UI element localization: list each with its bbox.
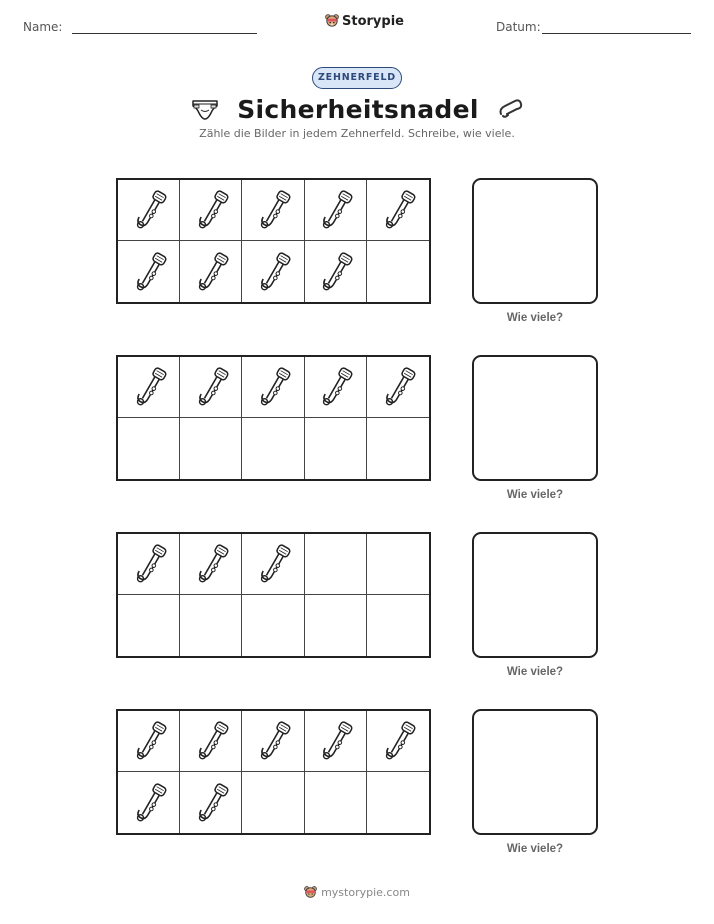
date-label: Datum:	[496, 20, 541, 34]
ten-frame-cell	[242, 241, 304, 302]
ten-frame-cell	[367, 180, 429, 241]
safety-pin-icon	[129, 541, 169, 587]
ten-frame-cell	[367, 595, 429, 656]
answer-box-3[interactable]	[472, 532, 598, 658]
title-row	[0, 92, 714, 126]
safety-pin-icon	[191, 541, 231, 587]
safety-pin-icon	[191, 187, 231, 233]
ten-frame-cell	[305, 595, 367, 656]
answer-box-1[interactable]	[472, 178, 598, 304]
ten-frame-cell	[118, 534, 180, 595]
ten-frame-cell	[180, 711, 242, 772]
footer	[0, 885, 714, 900]
answer-label-3: Wie viele?	[506, 666, 564, 678]
name-label: Name:	[23, 20, 63, 34]
safety-pin-icon	[378, 718, 418, 764]
ten-frame-cell	[242, 711, 304, 772]
ten-frame-cell	[242, 418, 304, 479]
ten-frame-cell	[180, 772, 242, 833]
safety-pin-icon	[191, 718, 231, 764]
safety-pin-icon	[129, 249, 169, 295]
brand-logo	[325, 13, 404, 29]
ten-frame-cell	[242, 772, 304, 833]
ten-frame-cell	[118, 180, 180, 241]
ten-frame-cell	[180, 534, 242, 595]
answer-box-4[interactable]	[472, 709, 598, 835]
ten-frame-cell	[118, 772, 180, 833]
answer-label-1: Wie viele?	[506, 312, 564, 324]
ten-frame-cell	[180, 418, 242, 479]
ten-frame-cell	[242, 534, 304, 595]
ten-frame-cell	[118, 418, 180, 479]
safety-pin-icon	[315, 187, 355, 233]
ten-frame-cell	[118, 241, 180, 302]
safety-pin-icon	[497, 98, 523, 120]
ten-frame-cell	[367, 711, 429, 772]
safety-pin-icon	[129, 187, 169, 233]
ten-frame-cell	[305, 772, 367, 833]
ten-frame-1	[116, 178, 431, 304]
safety-pin-icon	[129, 780, 169, 826]
ten-frame-cell	[242, 595, 304, 656]
safety-pin-icon	[253, 718, 293, 764]
ten-frame-cell	[118, 711, 180, 772]
category-badge: ZEHNERFELD	[312, 67, 402, 89]
diaper-icon	[191, 97, 219, 121]
ten-frame-cell	[305, 711, 367, 772]
safety-pin-icon	[191, 780, 231, 826]
date-line[interactable]	[542, 33, 691, 34]
ten-frame-cell	[305, 241, 367, 302]
ten-frame-cell	[367, 241, 429, 302]
safety-pin-icon	[129, 718, 169, 764]
ten-frame-2	[116, 355, 431, 481]
ten-frame-cell	[305, 180, 367, 241]
ten-frame-cell	[242, 180, 304, 241]
safety-pin-icon	[129, 364, 169, 410]
ten-frame-cell	[180, 595, 242, 656]
ten-frame-cell	[367, 772, 429, 833]
safety-pin-icon	[315, 364, 355, 410]
ten-frame-cell	[305, 534, 367, 595]
safety-pin-icon	[253, 249, 293, 295]
ten-frame-cell	[180, 180, 242, 241]
safety-pin-icon	[378, 187, 418, 233]
safety-pin-icon	[315, 718, 355, 764]
ten-frame-4	[116, 709, 431, 835]
safety-pin-icon	[253, 364, 293, 410]
page-title: Sicherheitsnadel	[237, 94, 479, 124]
ten-frame-cell	[180, 241, 242, 302]
answer-label-4: Wie viele?	[506, 843, 564, 855]
ten-frame-cell	[242, 357, 304, 418]
answer-box-2[interactable]	[472, 355, 598, 481]
safety-pin-icon	[253, 187, 293, 233]
safety-pin-icon	[315, 249, 355, 295]
instructions: Zähle die Bilder in jedem Zehnerfeld. Schreibe, wie viele.	[199, 127, 515, 140]
brand-name: Storypie	[342, 13, 404, 29]
ten-frame-cell	[305, 418, 367, 479]
safety-pin-icon	[191, 249, 231, 295]
ten-frame-cell	[305, 357, 367, 418]
safety-pin-icon	[253, 541, 293, 587]
safety-pin-icon	[378, 364, 418, 410]
ten-frame-cell	[180, 357, 242, 418]
footer-url: mystorypie.com	[321, 886, 410, 899]
ten-frame-cell	[367, 534, 429, 595]
ten-frame-cell	[367, 357, 429, 418]
bear-icon	[304, 885, 317, 900]
ten-frame-cell	[367, 418, 429, 479]
name-line[interactable]	[72, 33, 257, 34]
bear-icon	[325, 13, 339, 29]
ten-frame-3	[116, 532, 431, 658]
ten-frame-cell	[118, 357, 180, 418]
answer-label-2: Wie viele?	[506, 489, 564, 501]
safety-pin-icon	[191, 364, 231, 410]
ten-frame-cell	[118, 595, 180, 656]
